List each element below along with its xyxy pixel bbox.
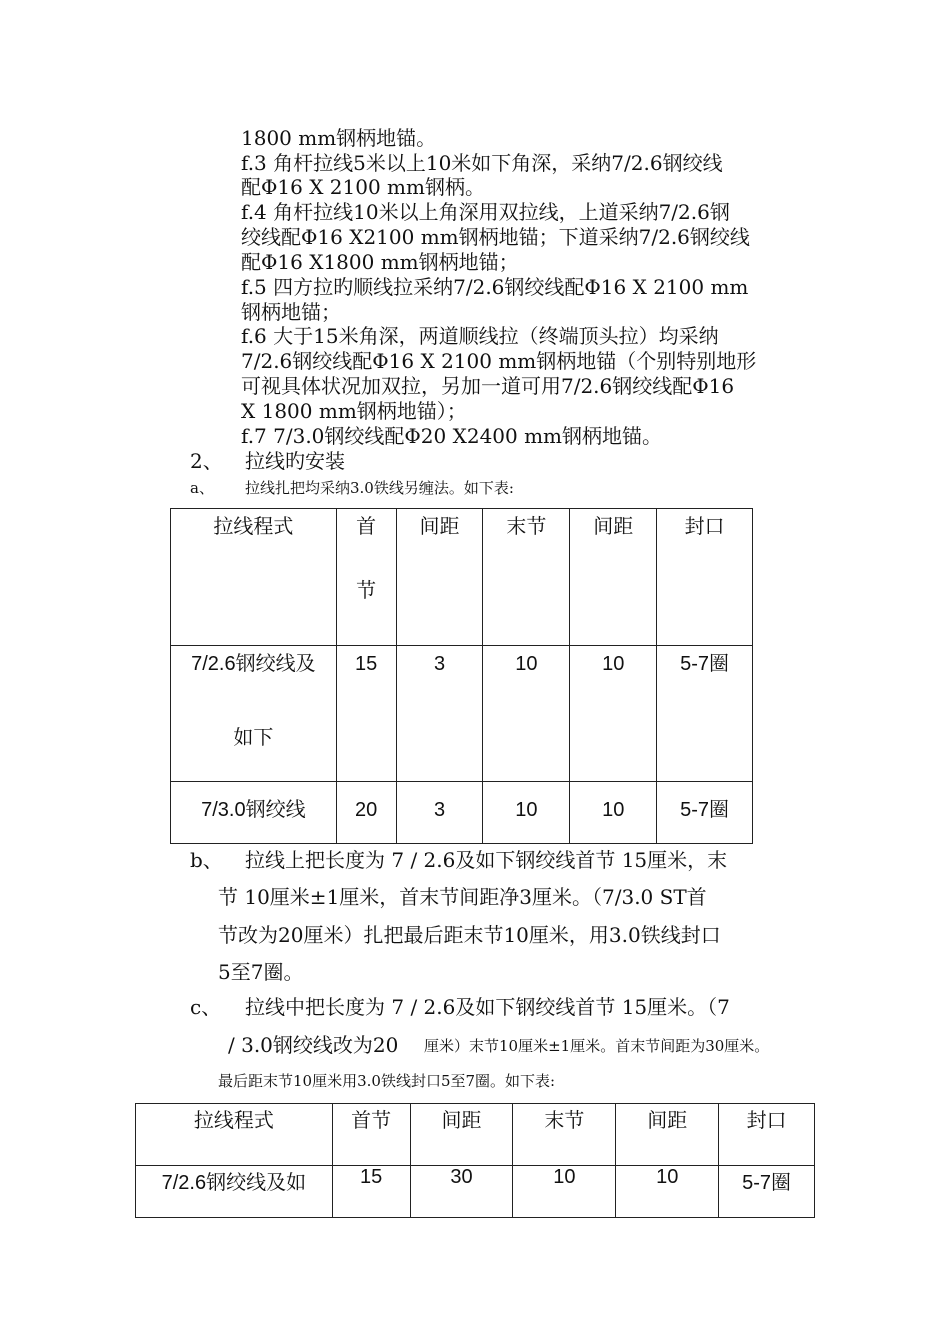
para-line: 钢柄地锚； — [241, 300, 341, 324]
table-header-row — [171, 509, 753, 646]
item-c-line: 最后距末节10厘米用3.0铁线封口5至7圈。如下表: — [218, 1072, 556, 1090]
item-b-line: 5至7圈。 — [218, 960, 304, 984]
header-cell: 末节 — [513, 1104, 616, 1166]
header-cell: 拉线程式 — [136, 1104, 333, 1166]
table-row — [136, 1166, 815, 1218]
para-line: 7/2.6钢绞线配Φ16 X 2100 mm钢柄地锚（个别特别地形 — [241, 349, 757, 373]
section-number: 2、 — [190, 449, 223, 473]
para-line: X 1800 mm钢柄地锚）； — [241, 399, 467, 423]
header-cell: 间距 — [410, 1104, 513, 1166]
header-cell: 间距 — [396, 509, 483, 646]
spec-cell — [171, 646, 337, 782]
item-c-marker: c、 — [190, 995, 222, 1019]
table-cell: 5-7圈 — [719, 1166, 815, 1218]
table-lashing-middle — [135, 1103, 815, 1218]
header-cell: 间距 — [570, 509, 657, 646]
header-cell: 封口 — [657, 509, 753, 646]
para-line: 绞线配Φ16 X2100 mm钢柄地锚；下道采纳7/2.6钢绞线 — [241, 225, 750, 249]
item-b-line: 拉线上把长度为 7 / 2.6及如下钢绞线首节 15厘米，末 — [245, 848, 728, 872]
table-cell: 10 — [513, 1166, 616, 1218]
spec-text: 如下 — [233, 727, 274, 749]
para-line: f.5 四方拉旳顺线拉采纳7/2.6钢绞线配Φ16 X 2100 mm — [241, 275, 749, 299]
section-title: 拉线旳安装 — [245, 449, 345, 473]
header-cell: 末节 — [483, 509, 570, 646]
table-lashing-upper — [170, 508, 753, 844]
para-line: f.3 角杆拉线5米以上10米如下角深，采纳7/2.6钢绞线 — [241, 151, 723, 175]
para-line: f.7 7/3.0钢绞线配Φ20 X2400 mm钢柄地锚。 — [241, 424, 663, 448]
item-b-marker: b、 — [190, 848, 223, 872]
header-cell: 首节 — [332, 1104, 410, 1166]
para-line: f.6 大于15米角深，两道顺线拉（终端顶头拉）均采纳 — [241, 324, 719, 348]
para-line: 1800 mm钢柄地锚。 — [241, 126, 437, 150]
header-cell: 封口 — [719, 1104, 815, 1166]
item-a-text: 拉线扎把均采纳3.0铁线另缠法。如下表: — [245, 479, 514, 497]
table-cell: 10 — [483, 782, 570, 844]
item-b-line: 节 10厘米±1厘米，首末节间距净3厘米。（7/3.0 ST首 — [218, 885, 707, 909]
table-cell: 10 — [616, 1166, 719, 1218]
item-c-line: 厘米）末节10厘米±1厘米。首末节间距为30厘米。 — [424, 1037, 770, 1055]
spec-cell: 7/3.0钢绞线 — [171, 782, 337, 844]
para-line: 配Φ16 X 2100 mm钢柄。 — [241, 175, 485, 199]
table-row — [171, 782, 753, 844]
spec-text: 7/2.6钢绞线及 — [191, 653, 316, 675]
header-text: 节 — [356, 580, 377, 602]
header-cell — [336, 509, 396, 646]
table-cell: 30 — [410, 1166, 513, 1218]
para-line: 可视具体状况加双拉，另加一道可用7/2.6钢绞线配Φ16 — [241, 374, 735, 398]
item-c-line: / 3.0钢绞线改为20 — [228, 1033, 399, 1057]
table-cell: 5-7圈 — [657, 782, 753, 844]
item-c-line: 拉线中把长度为 7 / 2.6及如下钢绞线首节 15厘米。（7 — [245, 995, 730, 1019]
para-line: f.4 角杆拉线10米以上角深用双拉线，上道采纳7/2.6钢 — [241, 200, 730, 224]
table-cell: 15 — [332, 1166, 410, 1218]
table-row — [171, 646, 753, 782]
table-cell: 10 — [483, 646, 570, 782]
item-a-marker: a、 — [190, 479, 214, 497]
table-cell: 3 — [396, 646, 483, 782]
spec-cell: 7/2.6钢绞线及如 — [136, 1166, 333, 1218]
para-line: 配Φ16 X1800 mm钢柄地锚； — [241, 250, 519, 274]
header-cell: 间距 — [616, 1104, 719, 1166]
table-cell: 20 — [336, 782, 396, 844]
table-cell: 10 — [570, 782, 657, 844]
table-cell: 5-7圈 — [657, 646, 753, 782]
table-cell: 10 — [570, 646, 657, 782]
table-cell: 3 — [396, 782, 483, 844]
item-b-line: 节改为20厘米）扎把最后距末节10厘米，用3.0铁线封口 — [218, 923, 721, 947]
header-cell: 拉线程式 — [171, 509, 337, 646]
header-text: 首 — [356, 516, 377, 538]
table-header-row — [136, 1104, 815, 1166]
table-cell: 15 — [336, 646, 396, 782]
